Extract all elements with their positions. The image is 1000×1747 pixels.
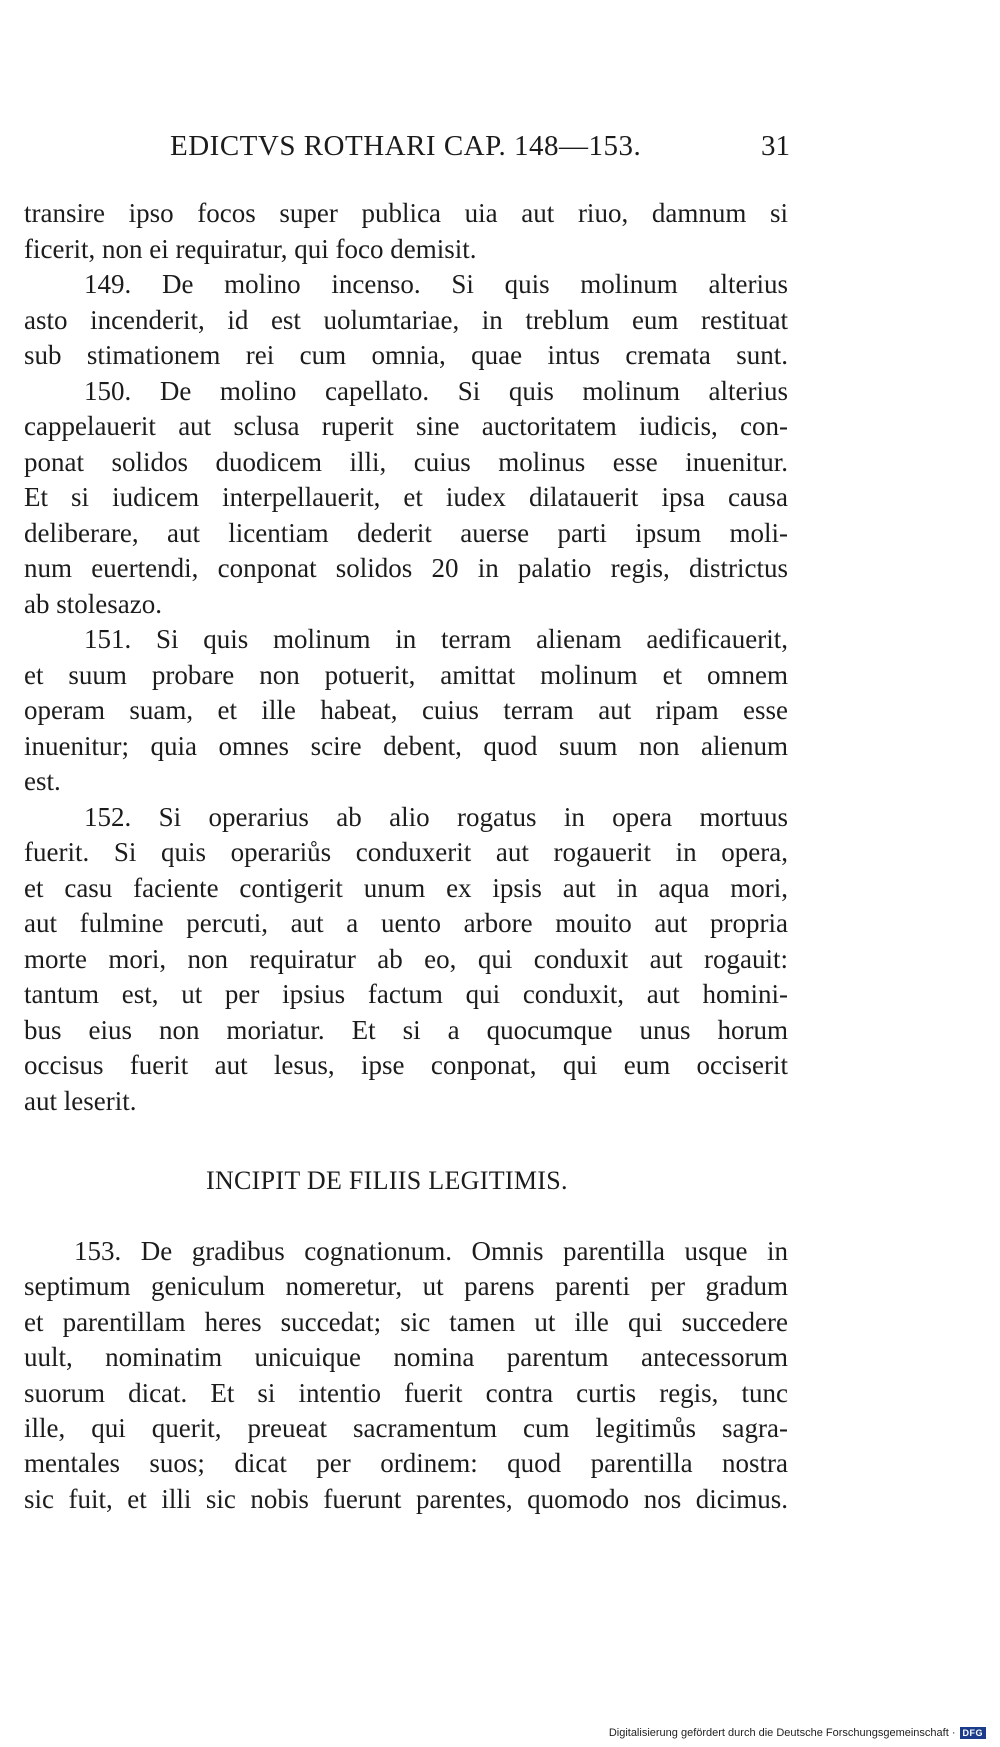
- text-line: sic fuit, et illi sic nobis fuerunt parentes, quomodo nos dicimus.: [24, 1483, 788, 1514]
- text-line: sub stimationem rei cum omnia, quae intus cremata sunt.: [24, 340, 788, 370]
- text-line: Et si iudicem interpellauerit, et iudex dilatauerit ipsa causa: [24, 482, 788, 512]
- body-text-part2: [24, 1234, 788, 1517]
- text-line: est.: [24, 766, 61, 796]
- text-line: asto incenderit, id est uolumtariae, in treblum eum restituat: [24, 304, 788, 335]
- text-line: num euertendi, conponat solidos 20 in palatio regis, districtus: [24, 553, 788, 583]
- text-line: operam suam, et ille habeat, cuius terram aut ripam esse: [24, 695, 788, 725]
- footer-credit: Digitalisierung gefördert durch die Deutsche Forschungsgemeinschaft ·: [608, 1727, 956, 1739]
- text-line: uult, nominatim unicuique nomina parentum antecessorum: [24, 1342, 788, 1373]
- text-line: mentales suos; dicat per ordinem: quod parentilla nostra: [24, 1448, 788, 1479]
- section-heading: [0, 1166, 1000, 1196]
- text-line: fuerit. Si quis operariůs conduxerit aut rogauerit in opera,: [24, 837, 788, 867]
- page-number: 31: [761, 130, 790, 162]
- text-line: ficerit, non ei requiratur, qui foco demisit.: [24, 233, 477, 264]
- text-line: et parentillam heres succedat; sic tamen ut ille qui succedere: [24, 1306, 788, 1337]
- text-line: 151. Si quis molinum in terram alienam aedificauerit,: [84, 624, 788, 654]
- text-line: transire ipso focos super publica uia aut riuo, damnum si: [24, 198, 788, 228]
- text-line: ille, qui querit, preueat sacramentum cum legitimůs sagra-: [24, 1412, 788, 1443]
- text-line: ponat solidos duodicem illi, cuius molinus esse inuenitur.: [24, 446, 788, 477]
- running-title: EDICTVS ROTHARI CAP. 148—153.: [170, 130, 642, 162]
- text-line: 152. Si operarius ab alio rogatus in opera mortuus: [84, 801, 788, 832]
- text-line: et casu faciente contigerit unum ex ipsis aut in aqua mori,: [24, 872, 788, 903]
- text-line: aut leserit.: [24, 1085, 137, 1116]
- body-text-part1: [24, 196, 788, 1119]
- text-line: bus eius non moriatur. Et si a quocumque unus horum: [24, 1014, 788, 1045]
- text-line: inuenitur; quia omnes scire debent, quod suum non alienum: [24, 730, 788, 761]
- text-line: morte mori, non requiratur ab eo, qui conduxit aut rogauit:: [24, 943, 788, 974]
- dfg-logo: DFG: [960, 1727, 987, 1739]
- digitization-footer: [609, 1727, 986, 1739]
- text-line: occisus fuerit aut lesus, ipse conponat, qui eum occiserit: [24, 1050, 788, 1080]
- text-line: 149. De molino incenso. Si quis molinum alterius: [84, 269, 788, 299]
- text-line: ab stolesazo.: [24, 588, 162, 619]
- text-line: deliberare, aut licentiam dederit auerse parti ipsum moli-: [24, 517, 788, 548]
- text-line: cappelauerit aut sclusa ruperit sine auctoritatem iudicis, con-: [24, 411, 788, 441]
- running-head: [170, 130, 790, 170]
- text-line: suorum dicat. Et si intentio fuerit contra curtis regis, tunc: [24, 1377, 788, 1408]
- text-line: 153. De gradibus cognationum. Omnis parentilla usque in: [74, 1236, 788, 1266]
- text-line: septimum geniculum nomeretur, ut parens parenti per gradum: [24, 1271, 788, 1302]
- text-line: 150. De molino capellato. Si quis molinum alterius: [84, 375, 788, 406]
- section-heading-text: INCIPIT DE FILIIS LEGITIMIS.: [206, 1166, 568, 1195]
- text-line: aut fulmine percuti, aut a uento arbore mouito aut propria: [24, 908, 788, 938]
- text-line: tantum est, ut per ipsius factum qui conduxit, aut homini-: [24, 979, 788, 1009]
- text-line: et suum probare non potuerit, amittat molinum et omnem: [24, 659, 788, 690]
